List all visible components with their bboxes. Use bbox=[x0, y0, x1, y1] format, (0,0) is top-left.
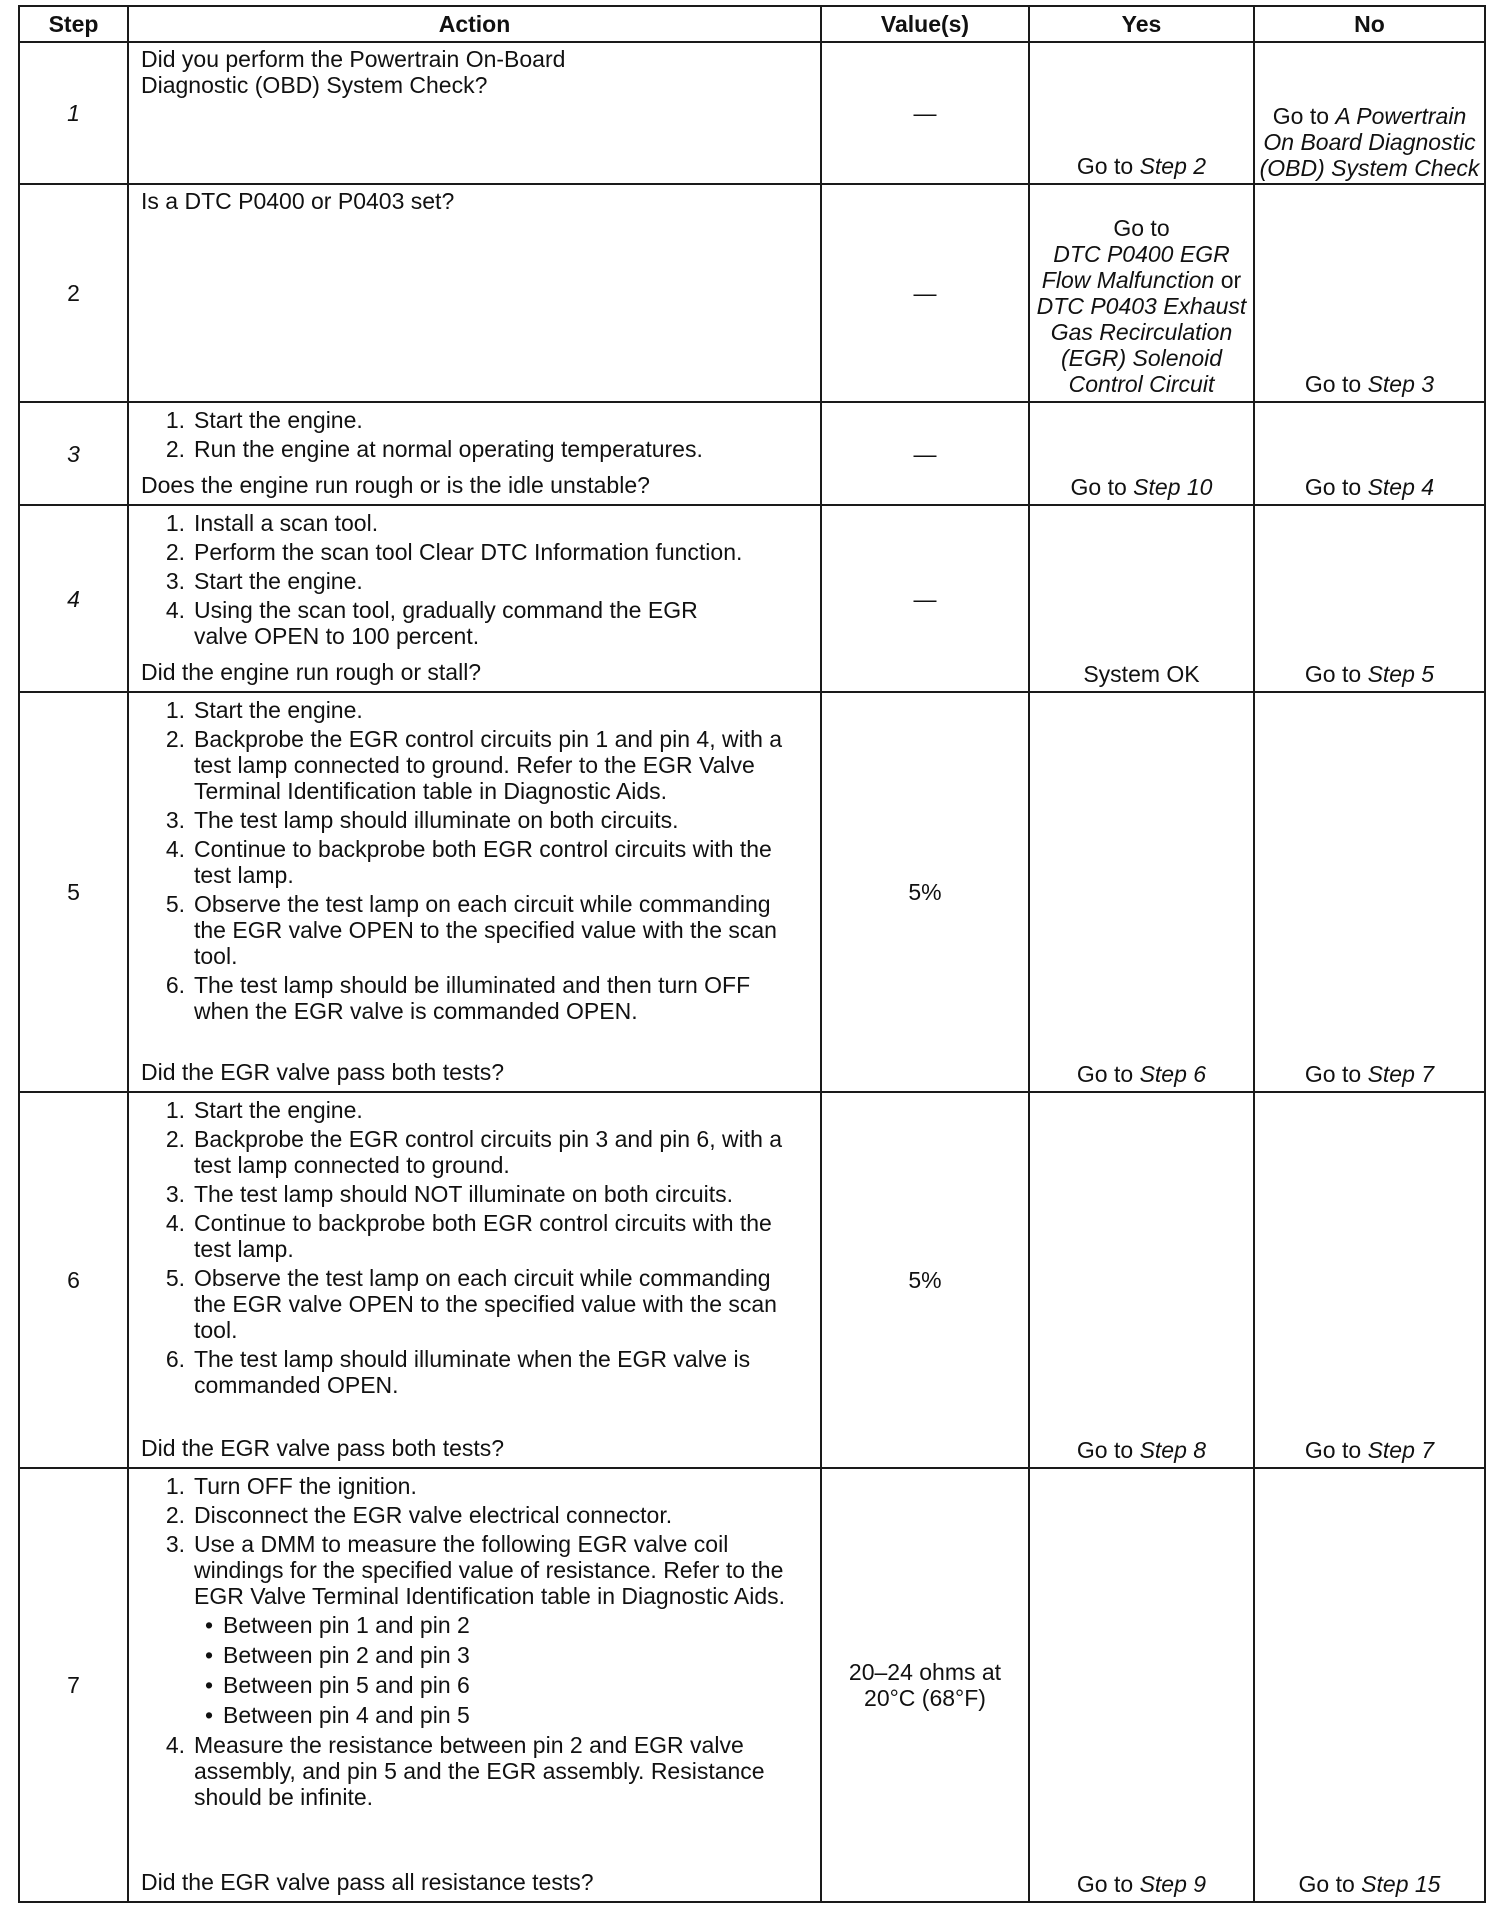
list-item: 6. The test lamp should be illuminated and then turn OFF when the EGR valve is commanded OPEN. bbox=[165, 972, 751, 1024]
value-cell: — bbox=[821, 402, 1029, 505]
step-link[interactable]: A Powertrain On Board Diagnostic (OBD) System Check bbox=[1259, 103, 1480, 181]
step-number: 2 bbox=[19, 184, 128, 402]
table-row bbox=[19, 42, 1485, 184]
list-item: 2. Disconnect the EGR valve electrical connector. bbox=[165, 1502, 673, 1528]
list-item: 2. Run the engine at normal operating temperatures. bbox=[165, 436, 703, 462]
step-number: 3 bbox=[19, 402, 128, 505]
list-item: 4. Continue to backprobe both EGR control circuits with the test lamp. bbox=[165, 836, 772, 888]
header-row bbox=[19, 6, 1485, 42]
list-item: 2. Perform the scan tool Clear DTC Information function. bbox=[165, 539, 743, 565]
no-cell: Go to Step 7 bbox=[1254, 692, 1485, 1092]
header-no: No bbox=[1254, 6, 1485, 42]
action-steps bbox=[141, 1472, 812, 1813]
list-item: 5. Observe the test lamp on each circuit while commanding the EGR valve OPEN to the specified value with the scan tool. bbox=[165, 891, 777, 969]
header-action: Action bbox=[128, 6, 821, 42]
list-item: 2. Backprobe the EGR control circuits pin 3 and pin 6, with a test lamp connected to ground. bbox=[165, 1126, 783, 1178]
action-cell bbox=[128, 1092, 821, 1468]
action-cell bbox=[128, 184, 821, 402]
list-item: 3. The test lamp should illuminate on both circuits. bbox=[165, 807, 679, 833]
step-link[interactable]: Step 9 bbox=[1139, 1871, 1207, 1897]
yes-cell: System OK bbox=[1029, 505, 1254, 692]
sub-list-item: • Between pin 4 and pin 5 bbox=[205, 1702, 470, 1728]
step-number: 1 bbox=[19, 42, 128, 184]
step-number: 6 bbox=[19, 1092, 128, 1468]
value-cell: — bbox=[821, 42, 1029, 184]
step-number: 4 bbox=[19, 505, 128, 692]
action-steps bbox=[141, 509, 812, 652]
action-steps bbox=[141, 406, 812, 465]
action-question: Did the engine run rough or stall? bbox=[141, 659, 482, 685]
step-number: 7 bbox=[19, 1468, 128, 1902]
no-cell: Go to Step 7 bbox=[1254, 1092, 1485, 1468]
yes-cell: Go to Step 6 bbox=[1029, 692, 1254, 1092]
action-steps bbox=[141, 1096, 812, 1401]
value-cell: 20–24 ohms at 20°C (68°F) bbox=[821, 1468, 1029, 1902]
value-cell: 5% bbox=[821, 692, 1029, 1092]
action-question: Did the EGR valve pass both tests? bbox=[141, 1435, 505, 1461]
table-row bbox=[19, 1468, 1485, 1902]
yes-cell: Go to Step 8 bbox=[1029, 1092, 1254, 1468]
yes-cell: Go to Step 10 bbox=[1029, 402, 1254, 505]
action-cell bbox=[128, 42, 821, 184]
list-item: 1. Start the engine. bbox=[165, 1097, 363, 1123]
step-link[interactable]: Step 10 bbox=[1133, 474, 1213, 500]
list-item: 6. The test lamp should illuminate when the EGR valve is commanded OPEN. bbox=[165, 1346, 751, 1398]
action-question: Did you perform the Powertrain On-Board Diagnostic (OBD) System Check? bbox=[141, 46, 566, 98]
value-cell: — bbox=[821, 505, 1029, 692]
action-question: Did the EGR valve pass both tests? bbox=[141, 1059, 505, 1085]
list-item: 1. Start the engine. bbox=[165, 407, 363, 433]
step-link[interactable]: Step 2 bbox=[1139, 153, 1207, 179]
sub-list-item: • Between pin 2 and pin 3 bbox=[205, 1642, 470, 1668]
no-cell: Go to Step 3 bbox=[1254, 184, 1485, 402]
no-cell: Go to A Powertrain On Board Diagnostic (OBD) System Check bbox=[1254, 42, 1485, 184]
action-steps bbox=[141, 696, 812, 1027]
action-cell bbox=[128, 402, 821, 505]
yes-cell: Go to Step 9 bbox=[1029, 1468, 1254, 1902]
list-item: 3. Start the engine. bbox=[165, 568, 363, 594]
value-cell: — bbox=[821, 184, 1029, 402]
table-row bbox=[19, 692, 1485, 1092]
sub-list-item: • Between pin 5 and pin 6 bbox=[205, 1672, 470, 1698]
table-row bbox=[19, 1092, 1485, 1468]
header-yes: Yes bbox=[1029, 6, 1254, 42]
step-link[interactable]: Step 15 bbox=[1361, 1871, 1441, 1897]
step-link[interactable]: DTC P0400 EGR Flow Malfunction bbox=[1041, 241, 1230, 293]
action-question: Did the EGR valve pass all resistance tests? bbox=[141, 1869, 594, 1895]
sub-list-item: • Between pin 1 and pin 2 bbox=[205, 1612, 470, 1638]
list-item: 4. Measure the resistance between pin 2 and EGR valve assembly, and pin 5 and the EGR assembly. Resistance should be infinite. bbox=[165, 1732, 765, 1810]
no-cell: Go to Step 15 bbox=[1254, 1468, 1485, 1902]
step-number: 5 bbox=[19, 692, 128, 1092]
header-values: Value(s) bbox=[821, 6, 1029, 42]
step-link[interactable]: Step 3 bbox=[1367, 371, 1435, 397]
step-link[interactable]: Step 7 bbox=[1367, 1061, 1435, 1087]
yes-cell: Go to Step 2 bbox=[1029, 42, 1254, 184]
header-step: Step bbox=[19, 6, 128, 42]
table-row bbox=[19, 184, 1485, 402]
step-link[interactable]: Step 7 bbox=[1367, 1437, 1435, 1463]
list-item: 5. Observe the test lamp on each circuit while commanding the EGR valve OPEN to the specified value with the scan tool. bbox=[165, 1265, 777, 1343]
list-item: 3. The test lamp should NOT illuminate on both circuits. bbox=[165, 1181, 734, 1207]
action-question: Is a DTC P0400 or P0403 set? bbox=[141, 188, 455, 214]
diagnostic-table bbox=[18, 5, 1486, 1903]
no-cell: Go to Step 4 bbox=[1254, 402, 1485, 505]
list-item: 3. Use a DMM to measure the following EGR valve coil windings for the specified value of resistance. Refer to the EGR Valve Terminal Identification table in Diagnostic Aids. bbox=[165, 1531, 786, 1609]
list-item: 1. Start the engine. bbox=[165, 697, 363, 723]
value-cell: 5% bbox=[821, 1092, 1029, 1468]
action-cell bbox=[128, 692, 821, 1092]
action-question: Does the engine run rough or is the idle unstable? bbox=[141, 472, 650, 498]
step-link[interactable]: Step 8 bbox=[1139, 1437, 1207, 1463]
list-item: 1. Turn OFF the ignition. bbox=[165, 1473, 417, 1499]
action-cell bbox=[128, 505, 821, 692]
step-link[interactable]: Step 6 bbox=[1139, 1061, 1207, 1087]
table-row bbox=[19, 402, 1485, 505]
table-row bbox=[19, 505, 1485, 692]
yes-cell: Go to DTC P0400 EGR Flow Malfunction or DTC P0403 Exhaust Gas Recirculation (EGR) Solenoid Control Circuit bbox=[1029, 184, 1254, 402]
list-item: 2. Backprobe the EGR control circuits pin 1 and pin 4, with a test lamp connected to ground. Refer to the EGR Valve Terminal Identification table in Diagnostic Aids. bbox=[165, 726, 783, 804]
no-cell: Go to Step 5 bbox=[1254, 505, 1485, 692]
list-item: 4. Continue to backprobe both EGR control circuits with the test lamp. bbox=[165, 1210, 772, 1262]
list-item: 4. Using the scan tool, gradually command the EGR valve OPEN to 100 percent. bbox=[165, 597, 698, 649]
list-item: 1. Install a scan tool. bbox=[165, 510, 379, 536]
step-link[interactable]: Step 4 bbox=[1367, 474, 1435, 500]
step-link[interactable]: Step 5 bbox=[1367, 661, 1435, 687]
action-cell bbox=[128, 1468, 821, 1902]
step-link[interactable]: DTC P0403 Exhaust Gas Recirculation (EGR) Solenoid Control Circuit bbox=[1036, 293, 1247, 397]
